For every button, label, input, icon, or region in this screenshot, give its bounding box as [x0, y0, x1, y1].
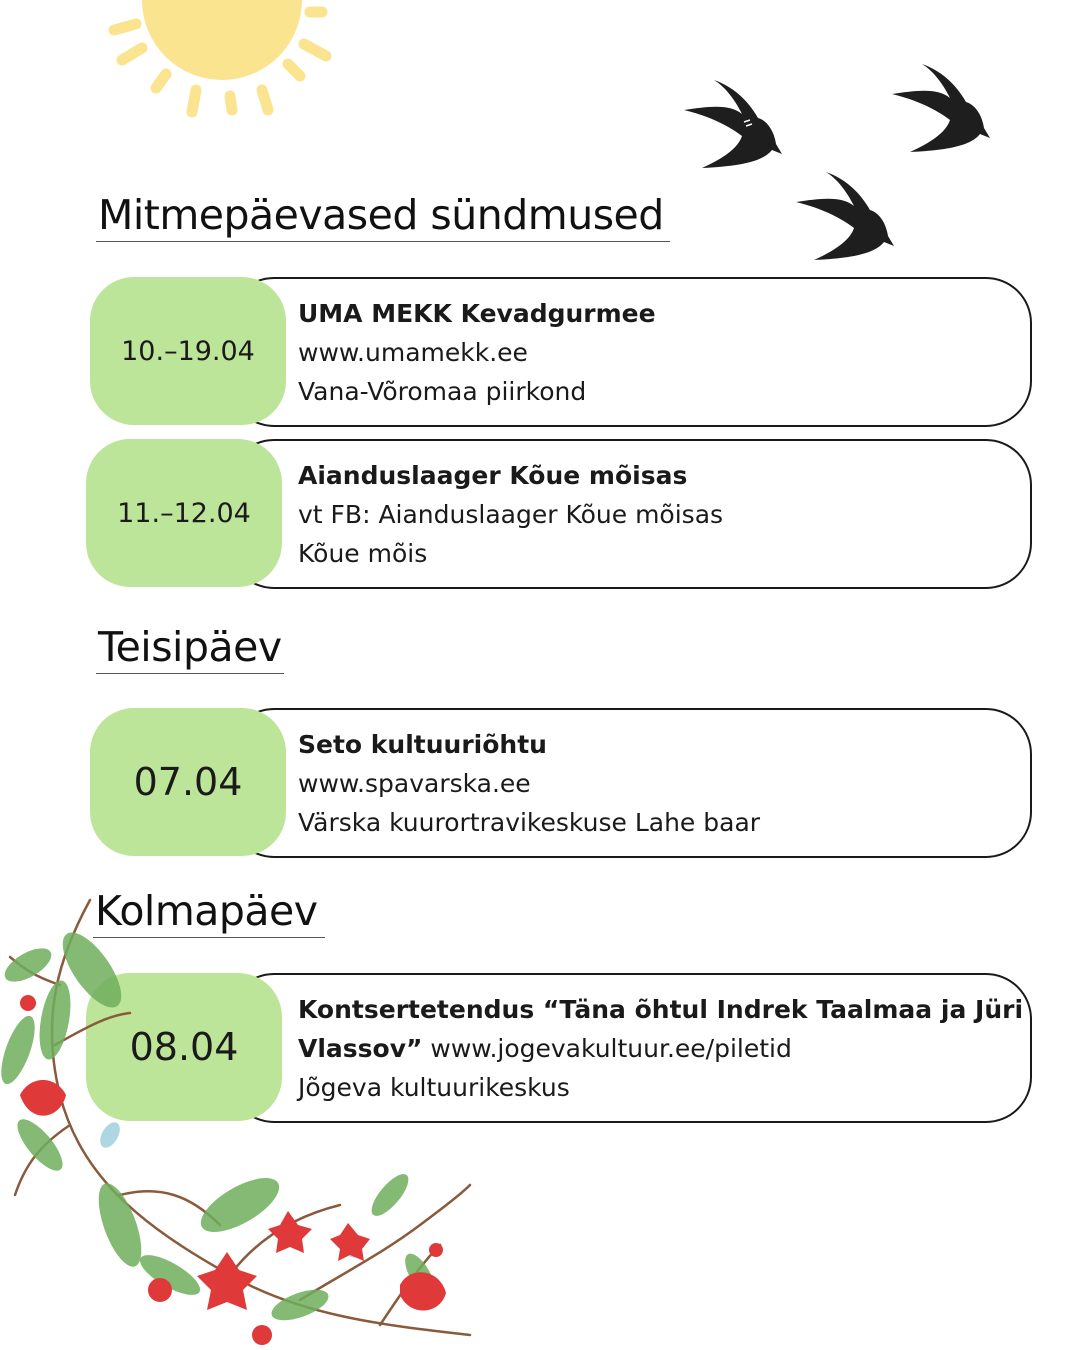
- event-title: Aianduslaager Kõue mõisas: [298, 461, 688, 490]
- event-link[interactable]: www.jogevakultuur.ee/piletid: [430, 1034, 792, 1063]
- event-link[interactable]: www.umamekk.ee: [298, 338, 528, 367]
- event-card[interactable]: [88, 708, 1032, 858]
- event-date: 07.04: [90, 708, 286, 856]
- event-location: Jõgeva kultuurikeskus: [298, 1073, 570, 1102]
- event-link[interactable]: vt FB: Aianduslaager Kõue mõisas: [298, 500, 724, 529]
- event-info: [298, 456, 992, 573]
- event-location: Värska kuurortravikeskuse Lahe baar: [298, 808, 761, 837]
- event-location: Vana-Võromaa piirkond: [298, 377, 587, 406]
- event-title: Kontsertetendus “Täna õhtul Indrek Taalmaa ja Jüri: [298, 995, 1024, 1024]
- swallow-icon: [888, 58, 998, 158]
- event-date: 11.–12.04: [86, 439, 282, 587]
- section-title-multi-day: Mitmepäevased sündmused: [96, 192, 670, 242]
- event-info: [298, 725, 992, 842]
- event-title: Seto kultuuriõhtu: [298, 730, 547, 759]
- event-card[interactable]: [88, 439, 1032, 589]
- event-location: Kõue mõis: [298, 539, 428, 568]
- section-title-tuesday: Teisipäev: [96, 624, 284, 674]
- event-link[interactable]: www.spavarska.ee: [298, 769, 531, 798]
- event-date: 08.04: [86, 973, 282, 1121]
- swallow-icon: [792, 166, 902, 266]
- section-title-wednesday: Kolmapäev: [93, 888, 325, 938]
- event-title-cont: Vlassov”: [298, 1034, 423, 1063]
- event-date: 10.–19.04: [90, 277, 286, 425]
- sun-icon: [90, 0, 360, 140]
- event-card[interactable]: [88, 277, 1032, 427]
- event-title: UMA MEKK Kevadgurmee: [298, 299, 656, 328]
- event-info: [298, 294, 992, 411]
- swallow-icon: [680, 74, 790, 174]
- floral-branch-illustration: [0, 895, 490, 1350]
